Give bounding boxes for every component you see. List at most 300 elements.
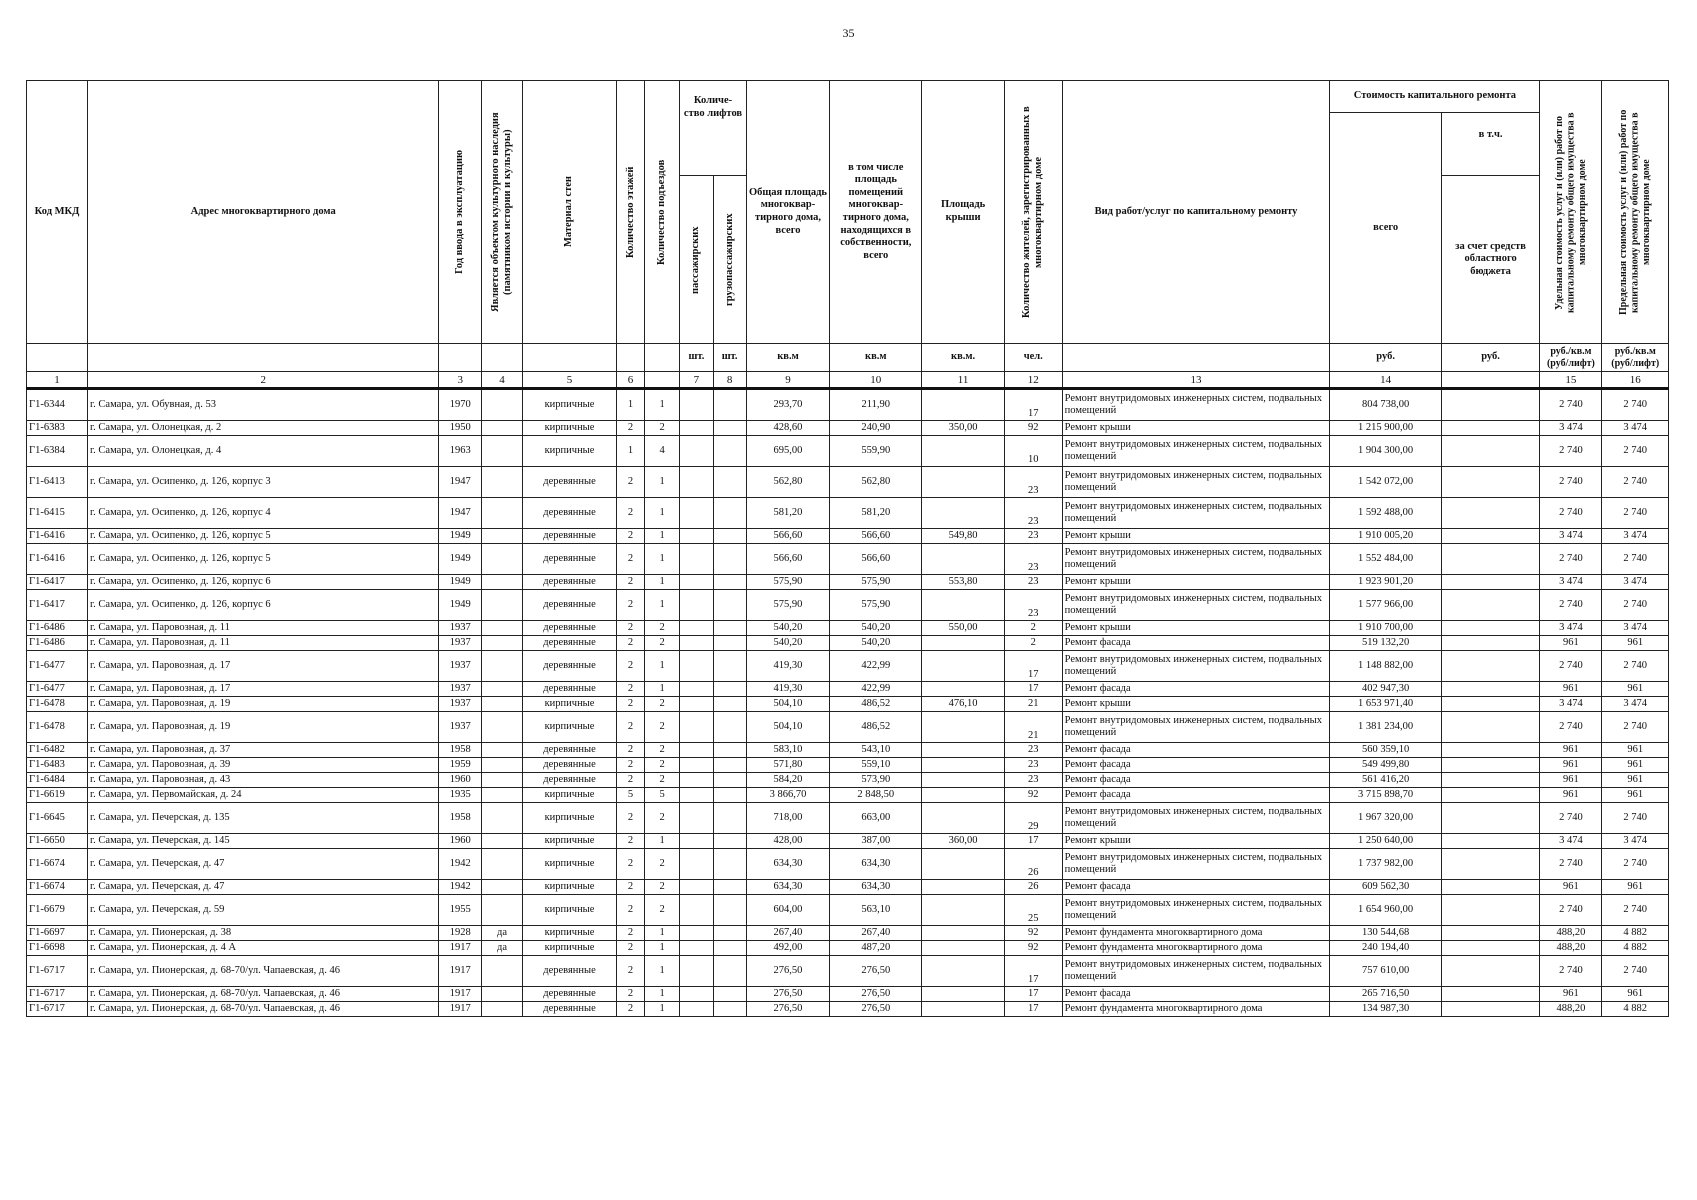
table-cell <box>680 834 713 849</box>
table-cell: 402 947,30 <box>1330 682 1441 697</box>
table-cell: Ремонт фасада <box>1062 743 1330 758</box>
table-cell: г. Самара, ул. Паровозная, д. 19 <box>88 712 439 743</box>
table-cell <box>680 803 713 834</box>
table-cell: 3 474 <box>1602 697 1669 712</box>
table-cell: 1 923 901,20 <box>1330 575 1441 590</box>
table-cell: 2 <box>617 544 645 575</box>
table-cell: 2 <box>617 849 645 880</box>
table-cell: 1 <box>644 590 679 621</box>
table-cell <box>482 712 523 743</box>
table-cell: 487,20 <box>830 941 922 956</box>
table-cell: Г1-6483 <box>27 758 88 773</box>
hdr-incl: в т.ч. <box>1441 113 1540 176</box>
table-cell: 1949 <box>439 544 482 575</box>
table-cell: 634,30 <box>746 880 830 895</box>
hdr-year: Год ввода в эксплуатацию <box>439 81 482 344</box>
table-row <box>27 621 1669 636</box>
column-number <box>1441 372 1540 389</box>
table-cell: 1970 <box>439 389 482 421</box>
table-cell: 2 <box>617 758 645 773</box>
hdr-roof-area: Площадь крыши <box>922 81 1004 344</box>
hdr-floors: Количество этажей <box>617 81 645 344</box>
table-cell: 2 740 <box>1540 651 1602 682</box>
table-cell <box>922 849 1004 880</box>
hdr-address: Адрес многоквартирного дома <box>88 81 439 344</box>
table-cell: Ремонт крыши <box>1062 421 1330 436</box>
table-cell: 2 <box>617 941 645 956</box>
table-cell: кирпичные <box>522 803 616 834</box>
table-cell: 419,30 <box>746 682 830 697</box>
table-row <box>27 1002 1669 1017</box>
table-cell: 560 359,10 <box>1330 743 1441 758</box>
table-cell: 488,20 <box>1540 941 1602 956</box>
table-cell <box>1441 682 1540 697</box>
table-cell: 504,10 <box>746 712 830 743</box>
table-cell: 1 <box>644 575 679 590</box>
column-number: 16 <box>1602 372 1669 389</box>
table-cell <box>1441 773 1540 788</box>
table-cell: 3 474 <box>1540 529 1602 544</box>
table-cell <box>1441 803 1540 834</box>
table-cell: 566,60 <box>830 529 922 544</box>
hdr-max-cost: Предельная стоимость услуг и (или) работ по капитальному ремонту общего имущества в многоквартирном доме <box>1602 81 1669 344</box>
column-number: 11 <box>922 372 1004 389</box>
table-cell: 2 <box>617 895 645 926</box>
table-row <box>27 712 1669 743</box>
table-cell <box>680 956 713 987</box>
table-cell: Ремонт крыши <box>1062 621 1330 636</box>
table-cell <box>713 1002 746 1017</box>
table-row <box>27 498 1669 529</box>
table-cell: 3 474 <box>1602 621 1669 636</box>
table-cell: Ремонт фундамента многоквартирного дома <box>1062 926 1330 941</box>
table-cell <box>922 758 1004 773</box>
table-cell <box>482 498 523 529</box>
table-cell <box>1441 575 1540 590</box>
table-cell: деревянные <box>522 544 616 575</box>
table-cell: Г1-6478 <box>27 712 88 743</box>
table-cell: 17 <box>1004 389 1062 421</box>
table-cell <box>713 849 746 880</box>
table-cell <box>922 590 1004 621</box>
table-cell: 559,90 <box>830 436 922 467</box>
table-cell: 2 740 <box>1602 436 1669 467</box>
table-cell: 488,20 <box>1540 1002 1602 1017</box>
table-cell <box>1441 697 1540 712</box>
table-cell: 2 <box>1004 636 1062 651</box>
table-cell: 1937 <box>439 651 482 682</box>
table-cell <box>922 498 1004 529</box>
table-cell: г. Самара, ул. Паровозная, д. 39 <box>88 758 439 773</box>
table-cell: 265 716,50 <box>1330 987 1441 1002</box>
table-cell <box>1441 895 1540 926</box>
table-row <box>27 788 1669 803</box>
table-cell: Г1-6645 <box>27 803 88 834</box>
table-cell: 961 <box>1602 743 1669 758</box>
table-cell: Ремонт внутридомовых инженерных систем, подвальных помещений <box>1062 590 1330 621</box>
table-cell <box>713 712 746 743</box>
table-cell: 276,50 <box>746 1002 830 1017</box>
table-cell <box>1441 880 1540 895</box>
table-cell: г. Самара, ул. Олонецкая, д. 4 <box>88 436 439 467</box>
column-number: 6 <box>617 372 645 389</box>
table-cell: 1 <box>644 926 679 941</box>
table-cell: г. Самара, ул. Паровозная, д. 11 <box>88 621 439 636</box>
table-cell: деревянные <box>522 651 616 682</box>
table-cell: 23 <box>1004 743 1062 758</box>
table-cell: 2 <box>644 421 679 436</box>
table-row <box>27 697 1669 712</box>
page-number: 35 <box>842 26 855 40</box>
table-cell: 1 737 982,00 <box>1330 849 1441 880</box>
table-cell: 2 740 <box>1540 467 1602 498</box>
table-cell: Ремонт внутридомовых инженерных систем, подвальных помещений <box>1062 544 1330 575</box>
table-cell: г. Самара, ул. Обувная, д. 53 <box>88 389 439 421</box>
table-cell: 2 <box>617 926 645 941</box>
table-cell: Ремонт крыши <box>1062 575 1330 590</box>
table-row <box>27 803 1669 834</box>
table-cell <box>680 682 713 697</box>
table-cell <box>1441 498 1540 529</box>
table-cell: 961 <box>1602 987 1669 1002</box>
table-cell: 2 <box>617 987 645 1002</box>
table-row <box>27 389 1669 421</box>
table-cell <box>1441 956 1540 987</box>
table-cell: 2 <box>617 498 645 529</box>
table-cell <box>680 421 713 436</box>
table-cell <box>922 467 1004 498</box>
table-cell: 961 <box>1602 773 1669 788</box>
table-cell: 575,90 <box>830 590 922 621</box>
table-cell: 2 <box>644 636 679 651</box>
table-cell: г. Самара, ул. Пионерская, д. 68-70/ул. Чапаевская, д. 46 <box>88 1002 439 1017</box>
table-cell: 2 <box>617 529 645 544</box>
table-cell: 2 <box>617 636 645 651</box>
table-cell: г. Самара, ул. Осипенко, д. 126, корпус 5 <box>88 544 439 575</box>
table-row <box>27 987 1669 1002</box>
table-cell: 17 <box>1004 682 1062 697</box>
table-cell: 1947 <box>439 498 482 529</box>
table-cell: 2 <box>644 621 679 636</box>
table-cell: 581,20 <box>830 498 922 529</box>
table-cell <box>680 773 713 788</box>
table-cell <box>1441 758 1540 773</box>
table-cell: 428,00 <box>746 834 830 849</box>
table-cell: 575,90 <box>830 575 922 590</box>
table-cell <box>713 636 746 651</box>
table-cell: 562,80 <box>830 467 922 498</box>
table-row <box>27 436 1669 467</box>
table-cell: 2 740 <box>1602 389 1669 421</box>
table-cell: 3 866,70 <box>746 788 830 803</box>
table-cell: 2 <box>617 697 645 712</box>
table-row <box>27 421 1669 436</box>
table-cell: 3 474 <box>1602 834 1669 849</box>
table-cell: 4 882 <box>1602 941 1669 956</box>
table-cell: 1 148 882,00 <box>1330 651 1441 682</box>
table-row <box>27 926 1669 941</box>
table-cell: Ремонт фасада <box>1062 758 1330 773</box>
table-cell <box>680 389 713 421</box>
table-cell: 2 <box>617 880 645 895</box>
table-cell: кирпичные <box>522 895 616 926</box>
table-cell: 1937 <box>439 697 482 712</box>
column-number: 7 <box>680 372 713 389</box>
table-cell: 23 <box>1004 467 1062 498</box>
table-cell <box>713 575 746 590</box>
table-cell: 1 592 488,00 <box>1330 498 1441 529</box>
table-cell: деревянные <box>522 529 616 544</box>
table-cell: 1 215 900,00 <box>1330 421 1441 436</box>
table-cell <box>922 1002 1004 1017</box>
table-row <box>27 590 1669 621</box>
table-cell: 1 <box>644 389 679 421</box>
table-cell <box>680 880 713 895</box>
table-row <box>27 743 1669 758</box>
table-cell: 634,30 <box>830 849 922 880</box>
table-cell: г. Самара, ул. Печерская, д. 145 <box>88 834 439 849</box>
table-cell <box>680 436 713 467</box>
table-cell: 504,10 <box>746 697 830 712</box>
table-cell <box>482 895 523 926</box>
table-cell: 17 <box>1004 1002 1062 1017</box>
table-cell: 1 <box>644 834 679 849</box>
hdr-cost-regional: за счет средств областного бюджета <box>1441 176 1540 344</box>
table-cell: Ремонт внутридомовых инженерных систем, подвальных помещений <box>1062 712 1330 743</box>
table-cell: 387,00 <box>830 834 922 849</box>
table-cell <box>1441 849 1540 880</box>
table-cell <box>713 651 746 682</box>
table-cell: 2 740 <box>1602 467 1669 498</box>
table-cell: 276,50 <box>830 987 922 1002</box>
table-cell: 2 740 <box>1602 849 1669 880</box>
table-cell: 267,40 <box>830 926 922 941</box>
table-cell: г. Самара, ул. Пионерская, д. 4 А <box>88 941 439 956</box>
table-cell: кирпичные <box>522 834 616 849</box>
table-cell <box>713 743 746 758</box>
column-number: 5 <box>522 372 616 389</box>
hdr-heritage: Является объектом культурного наследия (памятником истории и культуры) <box>482 81 523 344</box>
table-cell: 1958 <box>439 803 482 834</box>
table-cell: 2 <box>617 421 645 436</box>
table-cell <box>1441 421 1540 436</box>
hdr-residents: Количество жителей, зарегистрированных в многоквартирном доме <box>1004 81 1062 344</box>
table-cell: 1 <box>644 1002 679 1017</box>
table-cell: 3 474 <box>1540 575 1602 590</box>
table-cell: 2 <box>617 956 645 987</box>
table-cell: Г1-6416 <box>27 544 88 575</box>
column-number: 9 <box>746 372 830 389</box>
table-cell: 540,20 <box>746 636 830 651</box>
table-cell: 2 <box>617 1002 645 1017</box>
table-cell: 17 <box>1004 956 1062 987</box>
table-cell: 2 <box>617 467 645 498</box>
table-cell <box>680 926 713 941</box>
table-cell: 92 <box>1004 941 1062 956</box>
table-cell: 23 <box>1004 575 1062 590</box>
table-cell: 2 <box>617 712 645 743</box>
table-cell <box>713 773 746 788</box>
table-cell: 1 <box>617 389 645 421</box>
table-cell <box>680 544 713 575</box>
table-cell: г. Самара, ул. Паровозная, д. 11 <box>88 636 439 651</box>
table-cell: кирпичные <box>522 712 616 743</box>
table-cell <box>482 621 523 636</box>
table-cell: 1 381 234,00 <box>1330 712 1441 743</box>
table-cell: 1942 <box>439 880 482 895</box>
table-cell: Г1-6650 <box>27 834 88 849</box>
table-cell: 1 <box>644 544 679 575</box>
table-cell: 2 <box>644 803 679 834</box>
column-number: 8 <box>713 372 746 389</box>
table-cell: Ремонт фасада <box>1062 987 1330 1002</box>
table-cell: 1917 <box>439 941 482 956</box>
table-cell <box>922 987 1004 1002</box>
table-row <box>27 758 1669 773</box>
table-cell: 583,10 <box>746 743 830 758</box>
table-cell: Г1-6417 <box>27 590 88 621</box>
table-cell: кирпичные <box>522 436 616 467</box>
table-cell: 276,50 <box>746 987 830 1002</box>
table-cell: 92 <box>1004 421 1062 436</box>
table-cell: 2 740 <box>1602 895 1669 926</box>
table-cell <box>713 389 746 421</box>
table-cell <box>922 636 1004 651</box>
table-cell <box>922 682 1004 697</box>
table-cell: 961 <box>1540 987 1602 1002</box>
table-cell: кирпичные <box>522 389 616 421</box>
table-cell: 961 <box>1602 636 1669 651</box>
table-cell: кирпичные <box>522 880 616 895</box>
table-cell <box>482 467 523 498</box>
column-number: 10 <box>830 372 922 389</box>
table-cell: Ремонт крыши <box>1062 529 1330 544</box>
column-number: 12 <box>1004 372 1062 389</box>
table-cell: Г1-6384 <box>27 436 88 467</box>
table-cell: 1917 <box>439 987 482 1002</box>
table-cell: г. Самара, ул. Печерская, д. 135 <box>88 803 439 834</box>
table-cell <box>482 421 523 436</box>
table-cell <box>680 712 713 743</box>
table-cell: 961 <box>1602 880 1669 895</box>
table-cell: 718,00 <box>746 803 830 834</box>
table-cell <box>680 498 713 529</box>
table-cell: Ремонт внутридомовых инженерных систем, подвальных помещений <box>1062 436 1330 467</box>
table-cell: Ремонт внутридомовых инженерных систем, подвальных помещений <box>1062 498 1330 529</box>
table-cell <box>680 621 713 636</box>
table-cell <box>713 987 746 1002</box>
table-cell: 92 <box>1004 788 1062 803</box>
table-cell <box>713 758 746 773</box>
table-cell <box>680 529 713 544</box>
table-cell: Г1-6619 <box>27 788 88 803</box>
table-cell <box>922 895 1004 926</box>
column-number: 1 <box>27 372 88 389</box>
unit-sqm-3: кв.м. <box>922 344 1004 372</box>
table-cell: 961 <box>1540 743 1602 758</box>
table-cell <box>680 743 713 758</box>
table-cell: кирпичные <box>522 697 616 712</box>
table-cell: 486,52 <box>830 712 922 743</box>
table-cell: 553,80 <box>922 575 1004 590</box>
table-cell: Г1-6717 <box>27 956 88 987</box>
table-cell: 1959 <box>439 758 482 773</box>
table-cell: 488,20 <box>1540 926 1602 941</box>
table-cell <box>1441 788 1540 803</box>
table-cell: г. Самара, ул. Первомайская, д. 24 <box>88 788 439 803</box>
table-cell: 2 848,50 <box>830 788 922 803</box>
table-cell: 961 <box>1540 788 1602 803</box>
table-cell: Г1-6383 <box>27 421 88 436</box>
table-cell <box>1441 467 1540 498</box>
table-cell: 566,60 <box>830 544 922 575</box>
table-row <box>27 773 1669 788</box>
table-cell: г. Самара, ул. Пионерская, д. 68-70/ул. Чапаевская, д. 46 <box>88 987 439 1002</box>
table-cell <box>713 926 746 941</box>
table-cell <box>1441 621 1540 636</box>
table-cell: деревянные <box>522 636 616 651</box>
table-cell: 5 <box>617 788 645 803</box>
table-cell: 422,99 <box>830 651 922 682</box>
table-cell: Ремонт фундамента многоквартирного дома <box>1062 1002 1330 1017</box>
table-cell: 1 <box>644 941 679 956</box>
table-cell: 575,90 <box>746 590 830 621</box>
table-cell <box>713 956 746 987</box>
table-cell: г. Самара, ул. Осипенко, д. 126, корпус 4 <box>88 498 439 529</box>
table-cell: г. Самара, ул. Печерская, д. 47 <box>88 849 439 880</box>
table-cell: Ремонт внутридомовых инженерных систем, подвальных помещений <box>1062 956 1330 987</box>
table-cell: 4 882 <box>1602 926 1669 941</box>
table-cell: 584,20 <box>746 773 830 788</box>
table-cell: 26 <box>1004 849 1062 880</box>
table-cell: г. Самара, ул. Паровозная, д. 17 <box>88 682 439 697</box>
table-cell: 2 740 <box>1602 498 1669 529</box>
table-cell: 1942 <box>439 849 482 880</box>
table-cell: Г1-6417 <box>27 575 88 590</box>
table-cell: Ремонт внутридомовых инженерных систем, подвальных помещений <box>1062 467 1330 498</box>
table-row <box>27 544 1669 575</box>
table-row <box>27 849 1669 880</box>
table-cell: 2 <box>617 621 645 636</box>
table-cell: 2 740 <box>1540 544 1602 575</box>
hdr-passenger: пассажирских <box>680 176 713 344</box>
table-cell: 559,10 <box>830 758 922 773</box>
table-cell: 1917 <box>439 1002 482 1017</box>
table-cell: Г1-6344 <box>27 389 88 421</box>
table-cell: 581,20 <box>746 498 830 529</box>
table-cell <box>482 849 523 880</box>
table-cell <box>713 621 746 636</box>
table-cell <box>922 651 1004 682</box>
table-cell: 961 <box>1602 758 1669 773</box>
table-cell: 961 <box>1540 773 1602 788</box>
table-cell: Ремонт фасада <box>1062 788 1330 803</box>
table-cell: 634,30 <box>746 849 830 880</box>
table-cell: 2 <box>644 758 679 773</box>
table-cell: Г1-6413 <box>27 467 88 498</box>
table-cell <box>482 743 523 758</box>
table-row <box>27 682 1669 697</box>
table-cell: 2 740 <box>1540 436 1602 467</box>
column-number: 3 <box>439 372 482 389</box>
table-cell <box>482 773 523 788</box>
table-cell <box>482 389 523 421</box>
table-cell: кирпичные <box>522 941 616 956</box>
table-cell <box>922 926 1004 941</box>
table-cell: 1947 <box>439 467 482 498</box>
table-cell: 3 474 <box>1540 621 1602 636</box>
table-cell: деревянные <box>522 621 616 636</box>
